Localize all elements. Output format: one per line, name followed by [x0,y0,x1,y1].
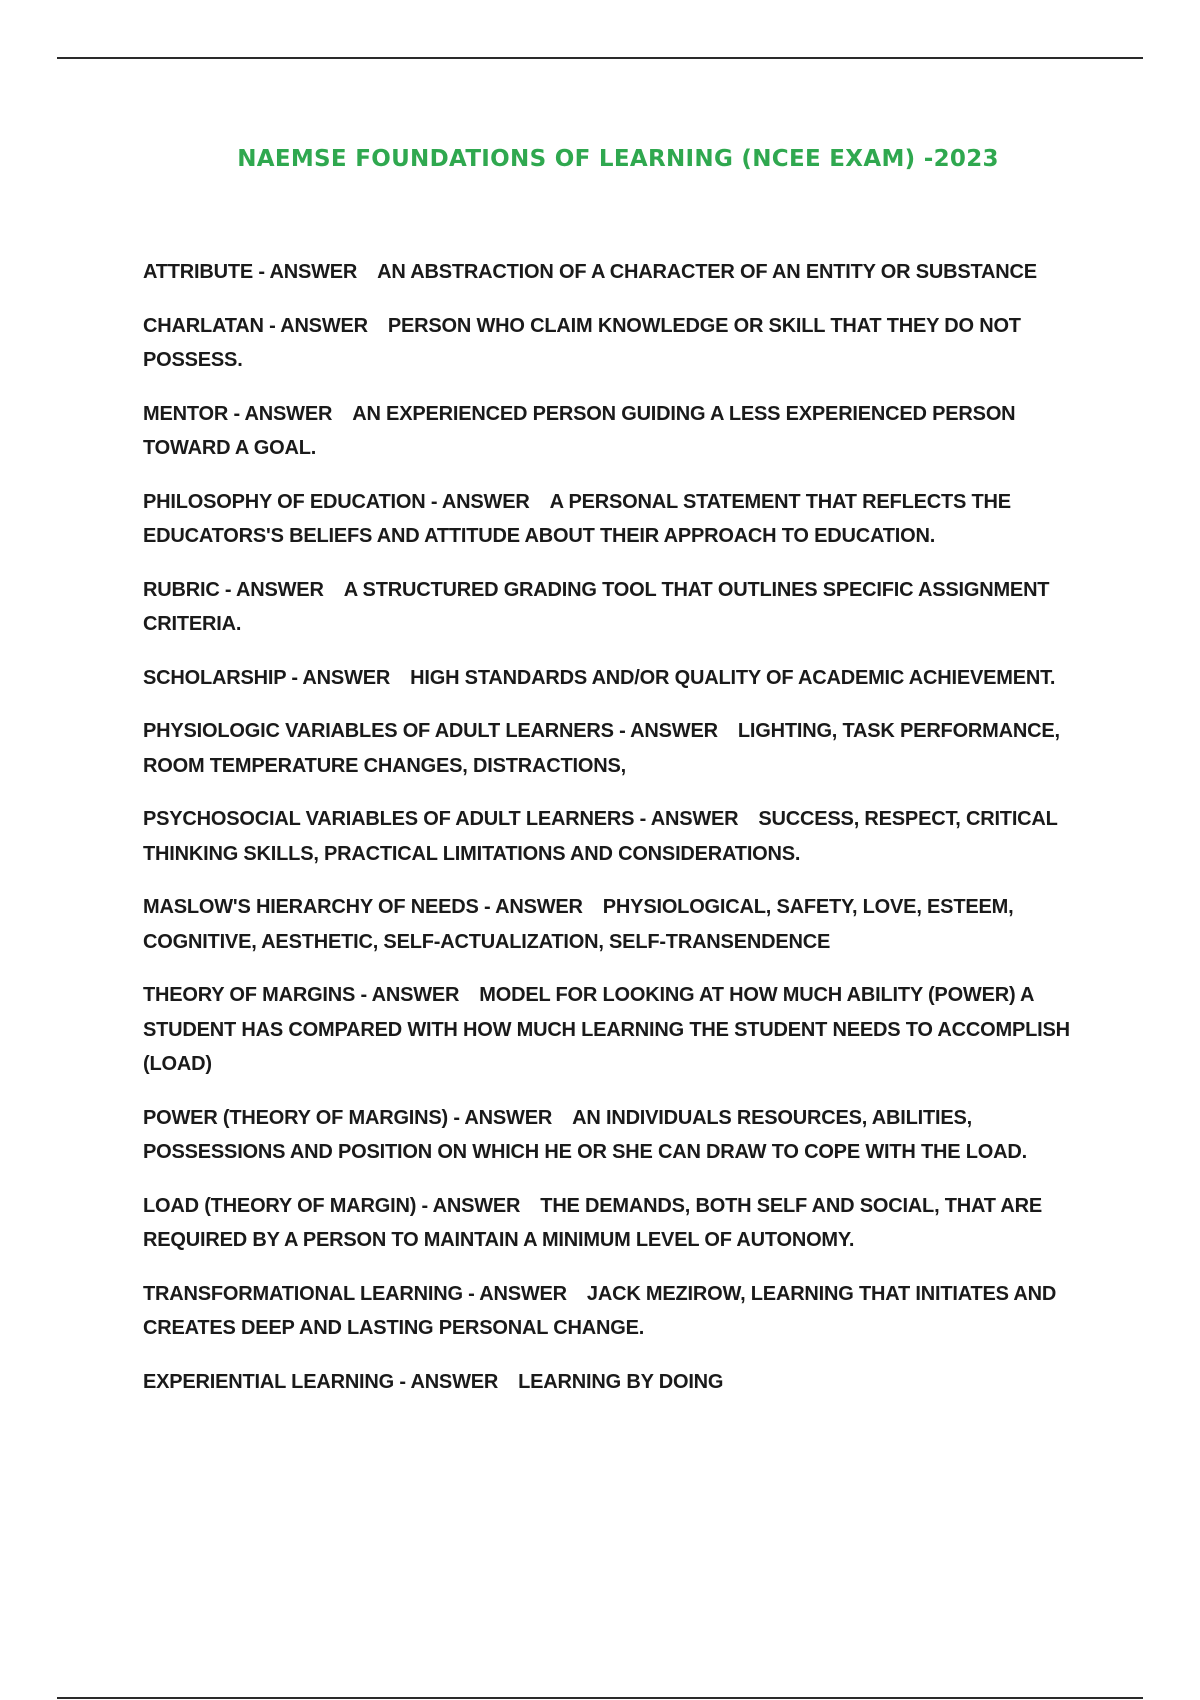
entry-definition: HIGH STANDARDS AND/OR QUALITY OF ACADEMIC ACHIEVEMENT. [410,666,1056,689]
entry-definition: AN EXPERIENCED PERSON GUIDING A LESS EXPERIENCED PERSON TOWARD A GOAL. [143,402,1016,459]
list-item [143,1101,1083,1170]
list-item [143,802,1083,871]
entry-definition: LEARNING BY DOING [518,1370,724,1393]
list-item [143,890,1083,959]
entry-term: PSYCHOSOCIAL VARIABLES OF ADULT LEARNERS - ANSWER [143,808,739,830]
entry-definition: PHYSIOLOGICAL, SAFETY, LOVE, ESTEEM, COGNITIVE, AESTHETIC, SELF-ACTUALIZATION, SELF-TRANSENDENCE [143,896,1014,953]
list-item [143,714,1083,783]
entry-definition: A PERSONAL STATEMENT THAT REFLECTS THE EDUCATORS'S BELIEFS AND ATTITUDE ABOUT THEIR APPROACH TO EDUCATION. [143,490,1011,547]
entry-list [143,255,1083,1418]
entry-term: LOAD (THEORY OF MARGIN) - ANSWER [143,1194,521,1217]
entry-definition: AN INDIVIDUALS RESOURCES, ABILITIES, POSSESSIONS AND POSITION ON WHICH HE OR SHE CAN DRAW TO COPE WITH THE LOAD. [143,1106,1027,1163]
entry-definition: AN ABSTRACTION OF A CHARACTER OF AN ENTITY OR SUBSTANCE [377,261,1037,283]
list-item [143,1365,1083,1400]
list-item [143,309,1083,378]
top-divider [57,57,1143,59]
entry-term: THEORY OF MARGINS - ANSWER [143,984,460,1006]
list-item [143,1189,1083,1258]
bottom-divider [57,1697,1143,1699]
entry-term: POWER (THEORY OF MARGINS) - ANSWER [143,1106,553,1129]
entry-term: SCHOLARSHIP - ANSWER [143,666,391,689]
entry-term: MENTOR - ANSWER [143,402,333,425]
entry-term: RUBRIC - ANSWER [143,578,324,601]
entry-definition: LIGHTING, TASK PERFORMANCE, ROOM TEMPERATURE CHANGES, DISTRACTIONS, [143,720,1060,777]
entry-definition: A STRUCTURED GRADING TOOL THAT OUTLINES SPECIFIC ASSIGNMENT CRITERIA. [143,578,1050,635]
entry-term: MASLOW'S HIERARCHY OF NEEDS - ANSWER [143,896,583,918]
entry-term: ATTRIBUTE - ANSWER [143,261,358,283]
list-item [143,485,1083,554]
list-item [143,1277,1083,1346]
list-item [143,397,1083,466]
list-item [143,255,1083,290]
entry-term: TRANSFORMATIONAL LEARNING - ANSWER [143,1282,567,1305]
entry-definition: SUCCESS, RESPECT, CRITICAL THINKING SKILLS, PRACTICAL LIMITATIONS AND CONSIDERATIONS. [143,808,1058,865]
entry-definition: JACK MEZIROW, LEARNING THAT INITIATES AND CREATES DEEP AND LASTING PERSONAL CHANGE. [143,1282,1057,1339]
list-item [143,573,1083,642]
list-item [143,661,1083,696]
entry-term: CHARLATAN - ANSWER [143,314,368,337]
page-title: NAEMSE FOUNDATIONS OF LEARNING (NCEE EXAM) -2023 [237,146,999,172]
entry-term: EXPERIENTIAL LEARNING - ANSWER [143,1370,499,1393]
entry-definition: PERSON WHO CLAIM KNOWLEDGE OR SKILL THAT THEY DO NOT POSSESS. [143,314,1021,371]
entry-term: PHILOSOPHY OF EDUCATION - ANSWER [143,490,530,513]
entry-term: PHYSIOLOGIC VARIABLES OF ADULT LEARNERS - ANSWER [143,720,718,742]
list-item [143,978,1083,1082]
entry-definition: THE DEMANDS, BOTH SELF AND SOCIAL, THAT ARE REQUIRED BY A PERSON TO MAINTAIN A MINIMUM LEVEL OF AUTONOMY. [143,1194,1043,1251]
entry-definition: MODEL FOR LOOKING AT HOW MUCH ABILITY (POWER) A STUDENT HAS COMPARED WITH HOW MUCH LEARNING THE STUDENT NEEDS TO ACCOMPLISH (LOAD) [143,984,1070,1075]
